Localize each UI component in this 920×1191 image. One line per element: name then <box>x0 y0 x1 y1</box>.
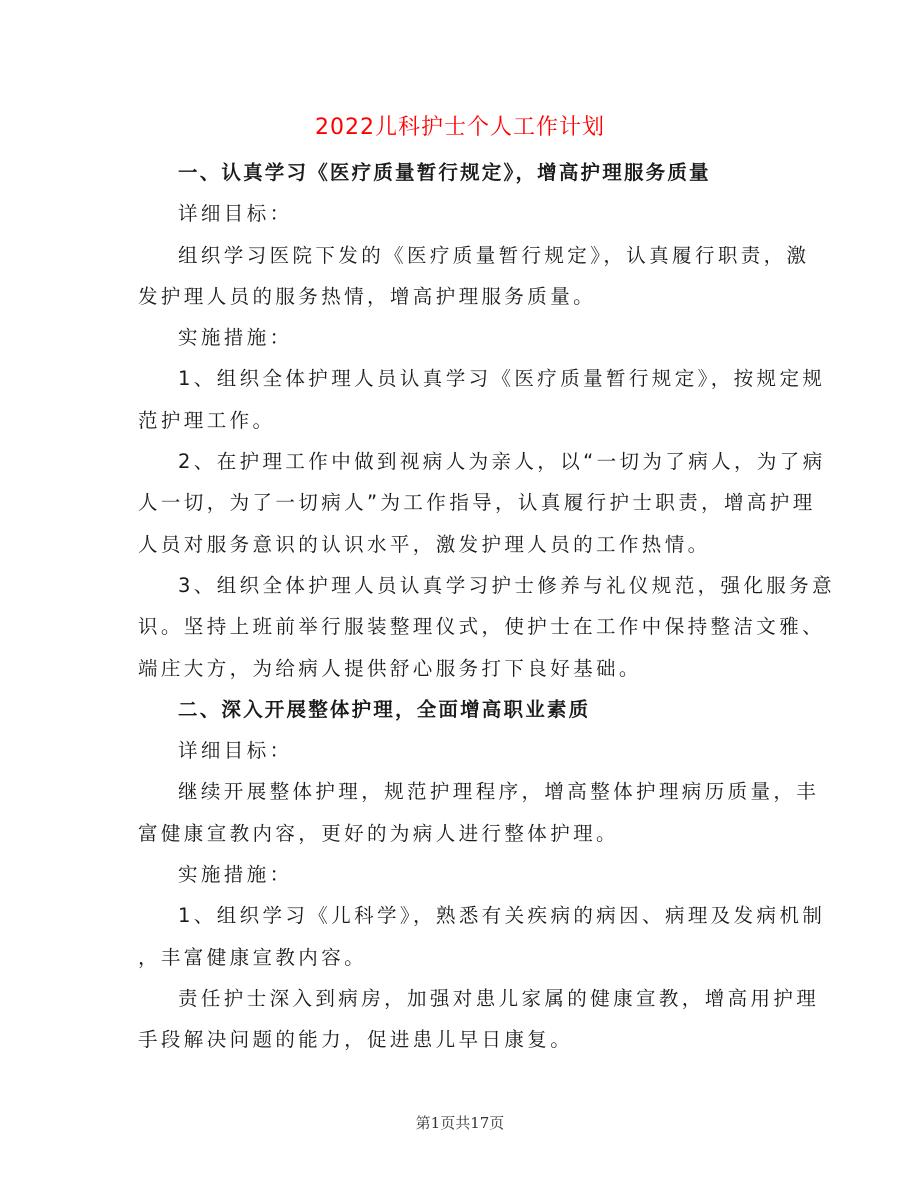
paragraph-line: 责任护士深入到病房，加强对患儿家属的健康宣教，增高用护理 <box>178 986 820 1010</box>
list-item-1: 1、组织学习《儿科学》，熟悉有关疾病的病因、病理及发病机制 <box>178 904 826 928</box>
list-item-3: 3、组织全体护理人员认真学习护士修养与礼仪规范，强化服务意 <box>178 573 836 597</box>
paragraph-line: 手段解决问题的能力，促进患儿早日康复。 <box>138 1028 574 1052</box>
document-title: 2022儿科护士个人工作计划 <box>315 115 605 140</box>
paragraph-line: ，丰富健康宣教内容。 <box>138 945 368 969</box>
paragraph-line: 富健康宣教内容，更好的为病人进行整体护理。 <box>138 821 619 845</box>
paragraph-label: 详细目标： <box>178 202 293 226</box>
list-item-1: 1、组织全体护理人员认真学习《医疗质量暂行规定》，按规定规 <box>178 367 826 391</box>
paragraph-line: 识。坚持上班前举行服装整理仪式，使护士在工作中保持整洁文雅、 <box>138 615 826 639</box>
paragraph-line: 人一切，为了一切病人”为工作指导，认真履行护士职责，增高护理 <box>138 491 816 515</box>
paragraph-line: 发护理人员的服务热情，增高护理服务质量。 <box>138 284 597 308</box>
paragraph-line: 人员对服务意识的认识水平，激发护理人员的工作热情。 <box>138 532 711 556</box>
list-item-2: 2、在护理工作中做到视病人为亲人，以“一切为了病人，为了病 <box>178 450 826 474</box>
paragraph-label: 详细目标： <box>178 739 293 763</box>
paragraph-label: 实施措施： <box>178 326 293 350</box>
paragraph-line: 范护理工作。 <box>138 408 276 432</box>
section-heading-2: 二、深入开展整体护理，全面增高职业素质 <box>178 697 591 721</box>
paragraph-line: 继续开展整体护理，规范护理程序，增高整体护理病历质量，丰 <box>178 780 820 804</box>
paragraph-line: 组织学习医院下发的《医疗质量暂行规定》，认真履行职责，激 <box>178 243 810 267</box>
page-number: 第1页共17页 <box>415 1114 505 1132</box>
paragraph-line: 端庄大方，为给病人提供舒心服务打下良好基础。 <box>138 656 642 680</box>
paragraph-label: 实施措施： <box>178 863 293 887</box>
section-heading-1: 一、认真学习《医疗质量暂行规定》，增高护理服务质量 <box>178 161 711 184</box>
document-body <box>138 152 836 1061</box>
